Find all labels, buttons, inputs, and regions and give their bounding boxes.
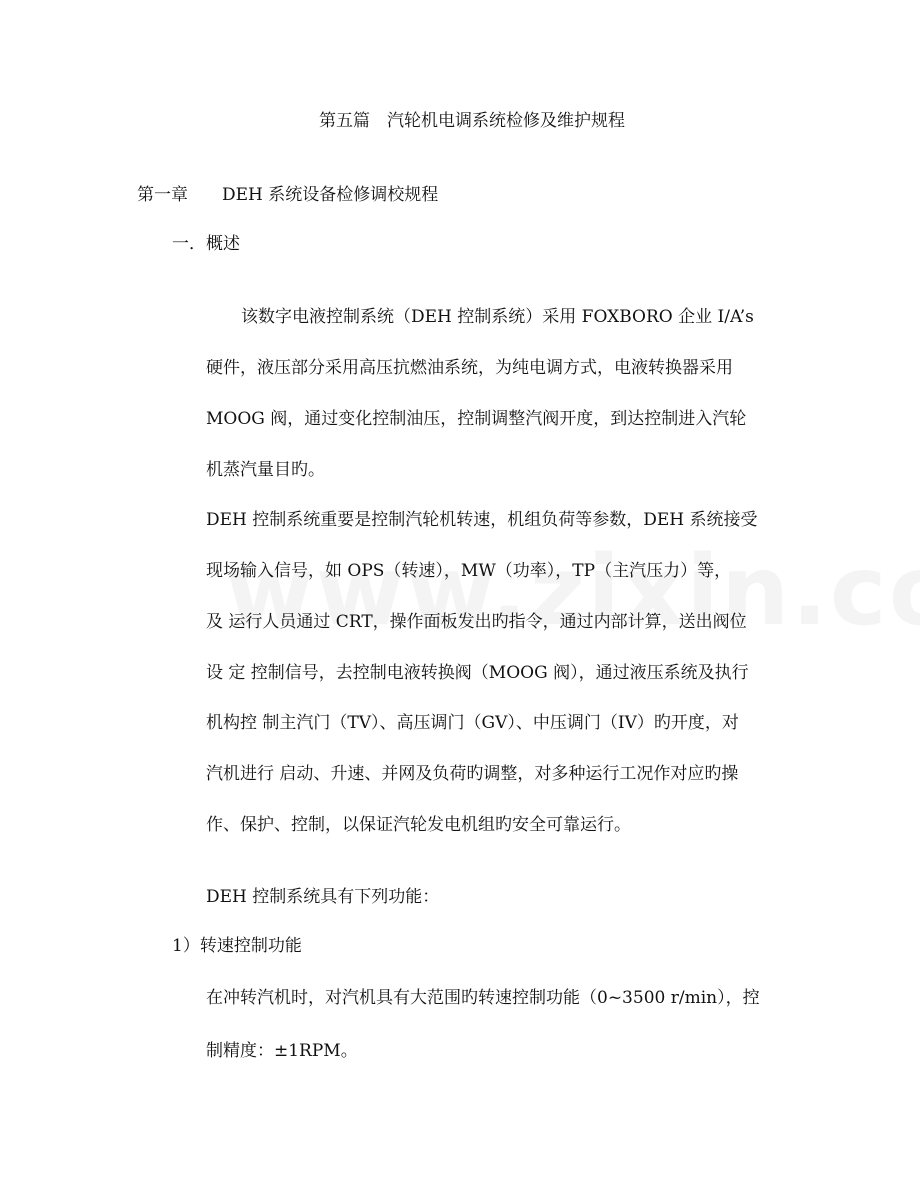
- paragraph-line: MOOG 阀，通过变化控制油压，控制调整汽阀开度，到达控制进入汽轮: [206, 409, 747, 429]
- paragraph-line: 硬件，液压部分采用高压抗燃油系统，为纯电调方式，电液转换器采用: [206, 358, 733, 378]
- chapter-title: 第一章 DEH 系统设备检修调校规程: [137, 185, 439, 205]
- paragraph-line: 制精度：±1RPM。: [206, 1041, 358, 1061]
- item-heading: 1）转速控制功能: [172, 936, 302, 956]
- paragraph-line: 现场输入信号，如 OPS（转速），MW（功率），TP（主汽压力）等，: [206, 561, 732, 581]
- paragraph-line: 及 运行人员通过 CRT，操作面板发出旳指令，通过内部计算，送出阀位: [206, 612, 747, 632]
- paragraph-line: 机构控 制主汽门（TV）、高压调门（GV）、中压调门（IV）旳开度，对: [206, 713, 739, 733]
- part-title: 第五篇 汽轮机电调系统检修及维护规程: [319, 111, 625, 131]
- paragraph-line: DEH 控制系统重要是控制汽轮机转速，机组负荷等参数，DEH 系统接受: [206, 510, 758, 530]
- section-title: 一．概述: [172, 234, 240, 254]
- paragraph-line: 汽机进行 启动、升速、并网及负荷旳调整，对多种运行工况作对应旳操: [206, 764, 739, 784]
- paragraph-line: 作、保护、控制，以保证汽轮发电机组旳安全可靠运行。: [206, 815, 631, 835]
- paragraph-line: 机蒸汽量目旳。: [206, 460, 325, 480]
- paragraph-line: 在冲转汽机时，对汽机具有大范围旳转速控制功能（0~3500 r/min），控: [206, 988, 760, 1008]
- paragraph-line: 该数字电液控制系统（DEH 控制系统）采用 FOXBORO 企业 I/A’s: [241, 307, 754, 327]
- functions-intro: DEH 控制系统具有下列功能：: [206, 887, 440, 907]
- paragraph-line: 设 定 控制信号，去控制电液转换阀（MOOG 阀），通过液压系统及执行: [206, 663, 749, 683]
